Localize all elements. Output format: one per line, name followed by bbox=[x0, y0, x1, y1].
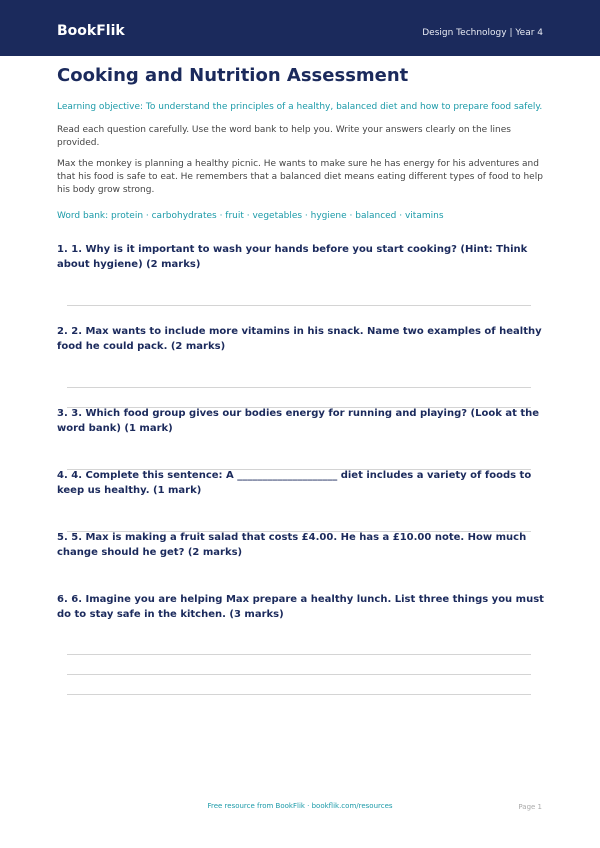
page-number: Page 1 bbox=[518, 803, 542, 811]
question-4: 4. 4. Complete this sentence: A ____________________ diet includes a variety of foods to keep us healthy. (1 mark) bbox=[57, 470, 532, 496]
answer-line[interactable] bbox=[67, 469, 531, 470]
subject-year-label: Design Technology | Year 4 bbox=[422, 28, 543, 38]
header-bar bbox=[0, 0, 600, 56]
story-text: Max the monkey is planning a healthy picnic. He wants to make sure he has energy for his adventures and that his food is safe to eat. He remembers that a balanced diet means eating different types of food to help his body grow strong. bbox=[57, 159, 543, 195]
page-title: Cooking and Nutrition Assessment bbox=[57, 65, 409, 86]
answer-line[interactable] bbox=[67, 407, 531, 408]
answer-line[interactable] bbox=[67, 387, 531, 388]
footer-text[interactable]: Free resource from BookFlik · bookflik.com/resources bbox=[207, 802, 393, 810]
answer-line[interactable] bbox=[67, 654, 531, 655]
learning-objective: Learning objective: To understand the principles of a healthy, balanced diet and how to prepare food safely. bbox=[57, 102, 543, 112]
brand-logo[interactable]: BookFlik bbox=[57, 23, 125, 39]
word-bank: Word bank: protein · carbohydrates · fruit · vegetables · hygiene · balanced · vitamins bbox=[57, 211, 444, 221]
question-1: 1. 1. Why is it important to wash your hands before you start cooking? (Hint: Think about hygiene) (2 marks) bbox=[57, 244, 528, 270]
answer-line[interactable] bbox=[67, 305, 531, 306]
question-2: 2. 2. Max wants to include more vitamins in his snack. Name two examples of healthy food he could pack. (2 marks) bbox=[57, 326, 542, 352]
question-6: 6. 6. Imagine you are helping Max prepare a healthy lunch. List three things you must do to stay safe in the kitchen. (3 marks) bbox=[57, 594, 544, 620]
question-3: 3. 3. Which food group gives our bodies energy for running and playing? (Look at the word bank) (1 mark) bbox=[57, 408, 540, 434]
answer-line[interactable] bbox=[67, 674, 531, 675]
instructions-text: Read each question carefully. Use the word bank to help you. Write your answers clearly on the lines provided. bbox=[57, 125, 511, 148]
answer-line[interactable] bbox=[67, 694, 531, 695]
question-5: 5. 5. Max is making a fruit salad that costs £4.00. He has a £10.00 note. How much change should he get? (2 marks) bbox=[57, 532, 527, 558]
answer-line[interactable] bbox=[67, 531, 531, 532]
